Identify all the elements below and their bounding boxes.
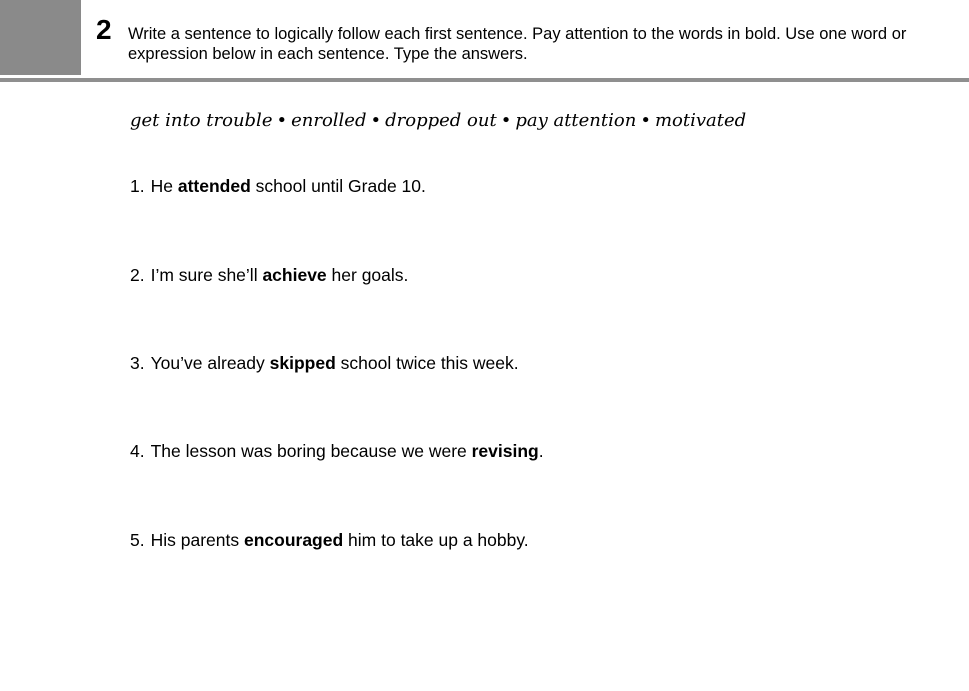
sentence-bold-word: encouraged	[243, 530, 344, 550]
word-bank-separator: •	[640, 110, 651, 131]
sentence-text: .	[538, 441, 544, 461]
sentence-text: He	[150, 176, 178, 196]
header-divider	[0, 78, 969, 82]
sentence-bold-word: revising	[471, 441, 539, 461]
sentence-text: The lesson was boring because we were	[150, 441, 472, 461]
word-bank-item: get into trouble	[130, 110, 273, 131]
sentence-bold-word: attended	[177, 176, 251, 196]
sentence-text: You’ve already	[150, 353, 270, 373]
sentence-3	[130, 352, 519, 374]
word-bank-item: dropped out	[385, 110, 497, 131]
word-bank-separator: •	[276, 110, 288, 131]
word-bank-item: enrolled	[291, 110, 367, 131]
sentence-number: 4.	[130, 441, 145, 461]
exercise-instructions: Write a sentence to logically follow each first sentence. Pay attention to the words in bold. Use one word or expression below in each sentence. Type the answers.	[128, 25, 907, 63]
word-bank-separator: •	[370, 110, 382, 131]
header-gray-block	[0, 0, 81, 75]
sentence-bold-word: achieve	[262, 265, 327, 285]
word-bank-item: pay attention	[515, 110, 637, 131]
sentence-number: 1.	[130, 176, 145, 196]
sentence-text: him to take up a hobby.	[343, 530, 529, 550]
sentence-text: school twice this week.	[335, 353, 519, 373]
sentence-text: school until Grade 10.	[250, 176, 426, 196]
word-bank-separator: •	[500, 110, 512, 131]
sentence-4	[130, 440, 544, 462]
sentence-5	[130, 529, 529, 551]
sentence-text: His parents	[150, 530, 244, 550]
sentence-2	[130, 264, 408, 286]
word-bank	[130, 109, 746, 133]
sentence-text: I’m sure she’ll	[150, 265, 263, 285]
sentence-text: her goals.	[326, 265, 409, 285]
sentence-number: 3.	[130, 353, 145, 373]
sentence-number: 2.	[130, 265, 145, 285]
sentence-number: 5.	[130, 530, 145, 550]
exercise-number: 2	[96, 14, 112, 45]
sentence-1	[130, 175, 426, 197]
sentence-bold-word: skipped	[269, 353, 336, 373]
word-bank-item: motivated	[654, 110, 747, 131]
